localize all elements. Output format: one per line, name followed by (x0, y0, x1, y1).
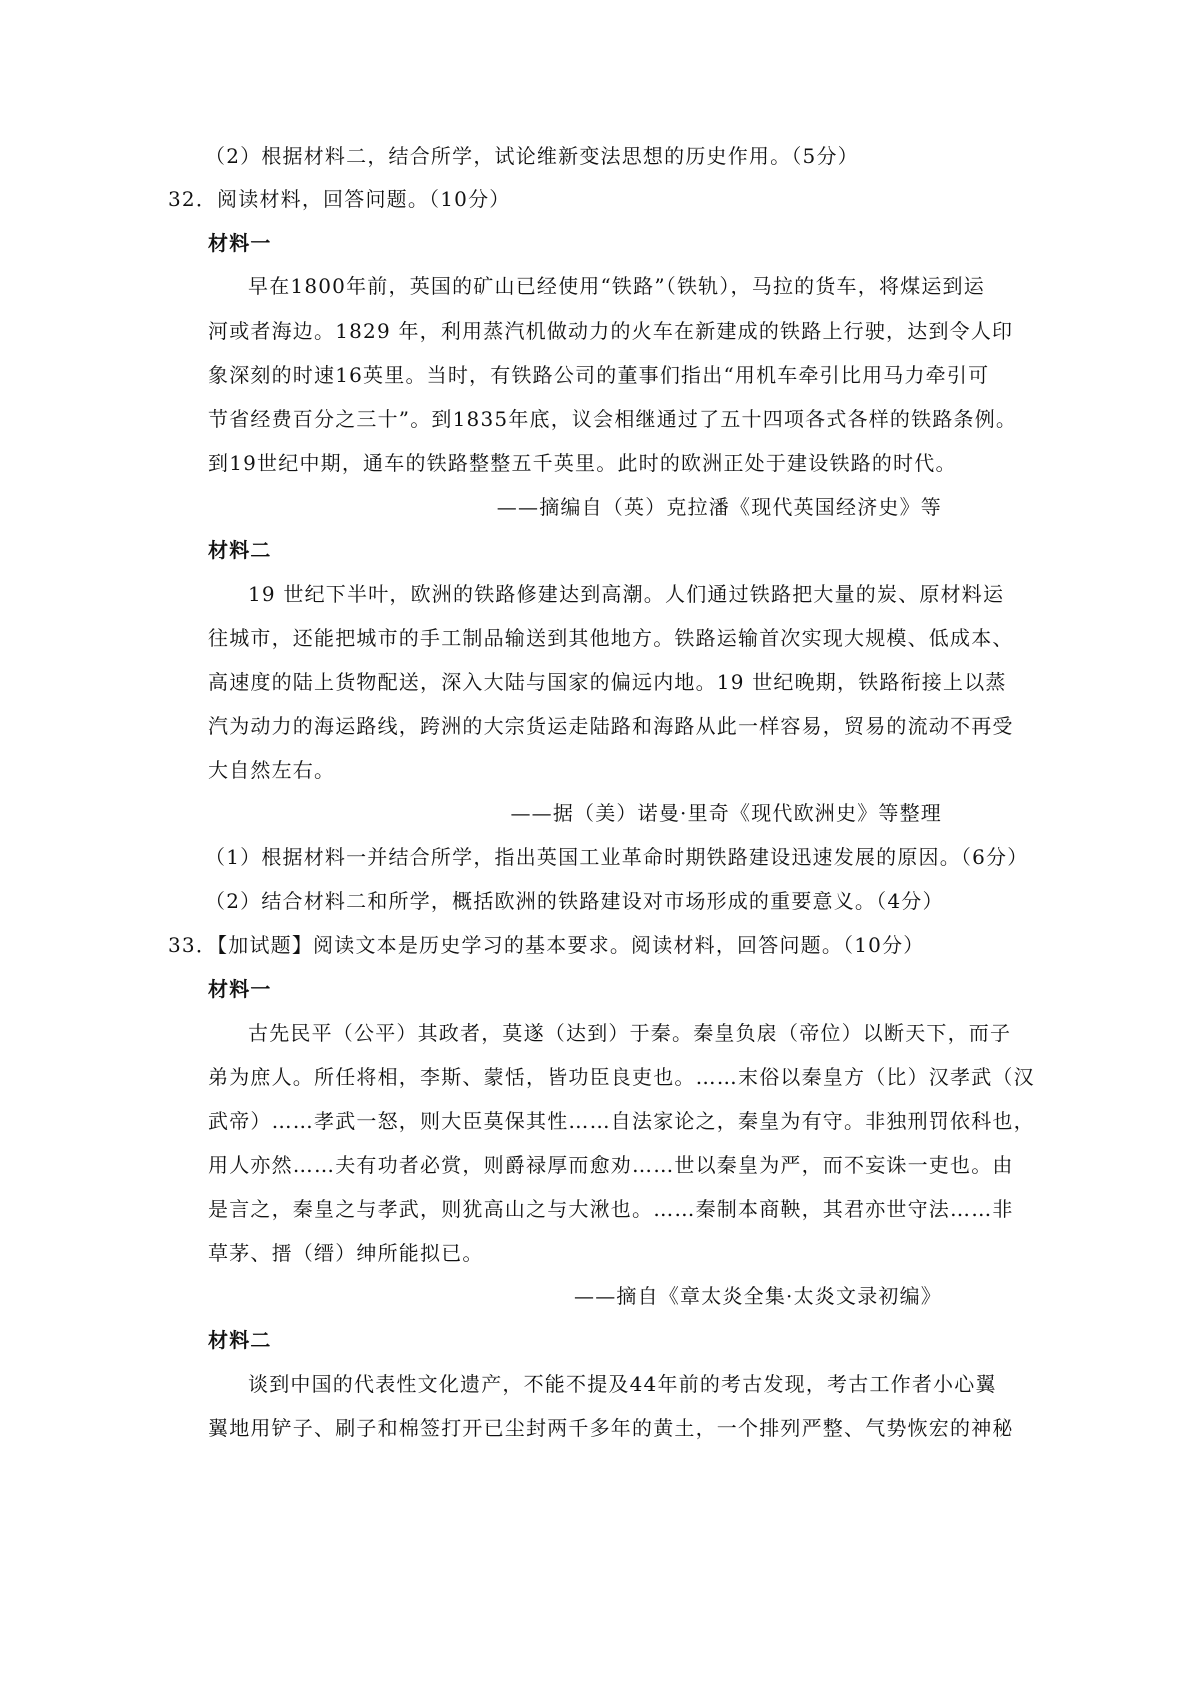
question-33-heading: 33．【加试题】阅读文本是历史学习的基本要求。阅读材料，回答问题。（10分） (168, 933, 925, 957)
q33-material-1-line: 是言之，秦皇之与孝武，则犹高山之与大湫也。……秦制本商鞅，其君亦世守法……非 (208, 1197, 1014, 1221)
q32-material-2-line: 汽为动力的海运路线，跨洲的大宗货运走陆路和海路从此一样容易，贸易的流动不再受 (208, 714, 1014, 738)
q32-material-2-line: 高速度的陆上货物配送，深入大陆与国家的偏远内地。19 世纪晚期，铁路衔接上以蒸 (208, 670, 1007, 694)
material-2-label: 材料二 (208, 1328, 272, 1352)
q33-material-2-line: 翼地用铲子、刷子和棉签打开已尘封两千多年的黄土，一个排列严整、气势恢宏的神秘 (208, 1416, 1014, 1440)
material-1-label: 材料一 (208, 977, 272, 1001)
q32-material-1-line: 到19世纪中期，通车的铁路整整五千英里。此时的欧洲正处于建设铁路的时代。 (208, 451, 957, 475)
q33-material-1-line: 武帝）……孝武一怒，则大臣莫保其性……自法家论之，秦皇为有守。非独刑罚依科也， (208, 1109, 1035, 1133)
q33-material-1-line: 古先民平（公平）其政者，莫遂（达到）于秦。秦皇负扆（帝位）以断天下，而子 (248, 1021, 1012, 1045)
q33-material-1-source: ——摘自《章太炎全集·太炎文录初编》 (574, 1284, 942, 1308)
q32-material-2-line: 往城市，还能把城市的手工制品输送到其他地方。铁路运输首次实现大规模、低成本、 (208, 626, 1014, 650)
question-32-part-2: （2）结合材料二和所学，概括欧洲的铁路建设对市场形成的重要意义。（4分） (205, 889, 944, 913)
q33-material-1-line: 用人亦然……夫有功者必赏，则爵禄厚而愈劝……世以秦皇为严，而不妄诛一吏也。由 (208, 1153, 1014, 1177)
material-2-label: 材料二 (208, 538, 272, 562)
q32-material-2-source: ——据（美）诺曼·里奇《现代欧洲史》等整理 (510, 801, 942, 825)
question-32-heading: 32．阅读材料，回答问题。（10分） (168, 187, 511, 211)
q32-material-1-line: 象深刻的时速16英里。当时，有铁路公司的董事们指出“用机车牵引比用马力牵引可 (208, 363, 990, 387)
q32-material-1-source: ——摘编自（英）克拉潘《现代英国经济史》等 (496, 495, 942, 519)
q33-material-1-line: 草茅、搢（缙）绅所能拟已。 (208, 1241, 484, 1265)
q33-material-1-line: 弟为庶人。所任将相，李斯、蒙恬，皆功臣良吏也。……末俗以秦皇方（比）汉孝武（汉 (208, 1065, 1035, 1089)
q32-material-1-line: 河或者海边。1829 年，利用蒸汽机做动力的火车在新建成的铁路上行驶，达到令人印 (208, 319, 1014, 343)
q32-material-2-line: 19 世纪下半叶，欧洲的铁路修建达到高潮。人们通过铁路把大量的炭、原材料运 (248, 582, 1005, 606)
q33-material-2-line: 谈到中国的代表性文化遗产，不能不提及44年前的考古发现，考古工作者小心翼 (248, 1372, 997, 1396)
q32-material-1-line: 早在1800年前，英国的矿山已经使用“铁路”（铁轨），马拉的货车，将煤运到运 (248, 274, 985, 298)
question-31-part-2: （2）根据材料二，结合所学，试论维新变法思想的历史作用。（5分） (205, 144, 859, 168)
material-1-label: 材料一 (208, 231, 272, 255)
q32-material-2-line: 大自然左右。 (208, 758, 336, 782)
question-32-part-1: （1）根据材料一并结合所学，指出英国工业革命时期铁路建设迅速发展的原因。（6分） (205, 845, 1029, 869)
q32-material-1-line: 节省经费百分之三十”。到1835年底，议会相继通过了五十四项各式各样的铁路条例。 (208, 407, 1018, 431)
